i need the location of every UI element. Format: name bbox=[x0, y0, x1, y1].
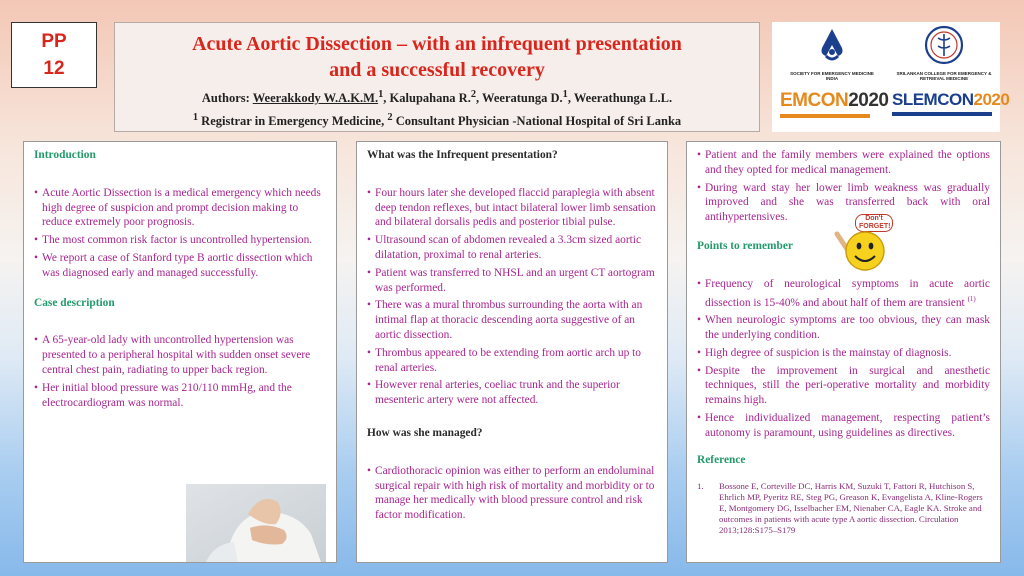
list-item: • Thrombus appeared to be extending from aortic arch up to renal arteries. bbox=[367, 346, 657, 376]
list-item: • Cardiothoracic opinion was either to perform an endoluminal surgical repair with high risk of mortality and morbidity or to manage her medically with blood pressure control and risk factor modification. bbox=[367, 464, 657, 523]
list-item: • When neurologic symptoms are too obvious, they can mask the underlying condition. bbox=[697, 313, 990, 343]
title-box bbox=[114, 22, 760, 132]
points-list bbox=[697, 277, 990, 441]
list-item: • We report a case of Stanford type B aortic dissection which was diagnosed early and managed successfully. bbox=[34, 251, 326, 281]
reference-heading: Reference bbox=[697, 453, 746, 466]
list-item: • Ultrasound scan of abdomen revealed a 3.3cm sized aortic dilatation, proximal to renal arteries. bbox=[367, 233, 657, 263]
case-list bbox=[34, 333, 326, 410]
list-item: • Patient and the family members were explained the options and they opted for medical management. bbox=[697, 148, 990, 178]
slcem-crest-icon bbox=[894, 24, 994, 66]
list-item: • High degree of suspicion is the mainstay of diagnosis. bbox=[697, 346, 990, 361]
list-item: • Patient was transferred to NHSL and an urgent CT aortogram was performed. bbox=[367, 266, 657, 296]
sem-india-logo: SOCIETY FOR EMERGENCY MEDICINE INDIA bbox=[784, 26, 880, 81]
management-list bbox=[367, 464, 657, 523]
dont-forget-sticker bbox=[827, 212, 907, 272]
list-item: • Acute Aortic Dissection is a medical emergency which needs high degree of suspicion and prompt decision making to reduce extremely poor prognosis. bbox=[34, 186, 326, 230]
list-item: • There was a mural thrombus surrounding the aorta with an intimal flap at thoracic descending aorta suggestive of an aortic dissection. bbox=[367, 298, 657, 342]
presentation-list bbox=[367, 186, 657, 408]
list-item: • However renal arteries, coeliac trunk and the superior mesenteric artery were not affected. bbox=[367, 378, 657, 408]
intro-heading: Introduction bbox=[34, 149, 96, 161]
list-item: • A 65-year-old lady with uncontrolled hypertension was presented to a peripheral hospital with sudden onset severe central chest pain, radiating to upper back region. bbox=[34, 333, 326, 377]
intro-list bbox=[34, 186, 326, 281]
points-panel bbox=[686, 141, 1001, 563]
reference-item: 1. Bossone E, Corteville DC, Harris KM, Suzuki T, Fattori R, Hutchison S, Ehrlich MP, Pyeritz RE, Steg PG, Greason K, Evangelista A, Kline-Rogers E, Montgomery DG, Isselbacher EM, Nienaber CA, Eagle KA. Stroke and outcomes in patients with acute type A aortic dissection. Circulation 2013;128:S175–S179 bbox=[697, 481, 983, 536]
affiliations-line: $^1$ Registrar in Emergency Medicine, $^2$ Consultant Physician -National Hospital of Sri Lanka bbox=[192, 112, 682, 129]
emcon-logo: EMCON2020 bbox=[780, 90, 884, 118]
chest-pain-photo bbox=[186, 484, 326, 562]
presentation-heading: What was the Infrequent presentation? bbox=[367, 149, 558, 161]
slemcon-logo: SLEMCON2020 bbox=[892, 90, 998, 116]
list-item: • Her initial blood pressure was 210/110 mmHg, and the electrocardiogram was normal. bbox=[34, 381, 326, 411]
presentation-panel bbox=[356, 141, 668, 563]
list-item: • Hence individualized management, respecting patient’s autonomy is paramount, using guidelines as directives. bbox=[697, 411, 990, 441]
poster-number: 12 bbox=[43, 58, 65, 79]
sem-india-emblem-icon bbox=[784, 26, 880, 66]
list-item: • Four hours later she developed flaccid paraplegia with absent deep tendon reflexes, but intact bilateral lower limb sensation and bilateral dorsalis pedis and posterior tibial pulse. bbox=[367, 186, 657, 230]
management-heading: How was she managed? bbox=[367, 426, 483, 439]
intro-panel bbox=[23, 141, 337, 563]
smiley-icon bbox=[831, 226, 887, 272]
list-item: • Frequency of neurological symptoms in acute aortic dissection is 15-40% and about half of them are transient $^{(1)}$ bbox=[697, 277, 990, 310]
list-item: • Despite the improvement in surgical and anesthetic techniques, still the peri-operative mortality and morbidity remains high. bbox=[697, 364, 990, 408]
list-item: • The most common risk factor is uncontrolled hypertension. bbox=[34, 233, 326, 248]
poster-code: PP bbox=[41, 31, 67, 52]
author-primary: Weerakkody W.A.K.M. bbox=[252, 91, 379, 106]
poster-number-box bbox=[11, 22, 97, 88]
dont-forget-bubble: Don't FORGET! bbox=[855, 214, 893, 232]
list-item: • During ward stay her lower limb weakness was gradually improved and she was transferred back with oral antihypertensives. bbox=[697, 181, 990, 225]
authors-line: Authors: Weerakkody W.A.K.M.$^1$, Kalupahana R.$^2$, Weeratunga D.$^1$, Weerathunga L.L. bbox=[201, 89, 673, 106]
logos-panel bbox=[772, 22, 1010, 132]
points-heading: Points to remember bbox=[697, 239, 793, 252]
case-heading: Case description bbox=[34, 296, 115, 309]
slcem-logo: SRILANKAN COLLEGE FOR EMERGENCY & RETRIEVAL MEDICINE bbox=[894, 24, 994, 81]
poster-title: Acute Aortic Dissection – with an infrequent presentation and a successful recovery bbox=[192, 33, 682, 81]
